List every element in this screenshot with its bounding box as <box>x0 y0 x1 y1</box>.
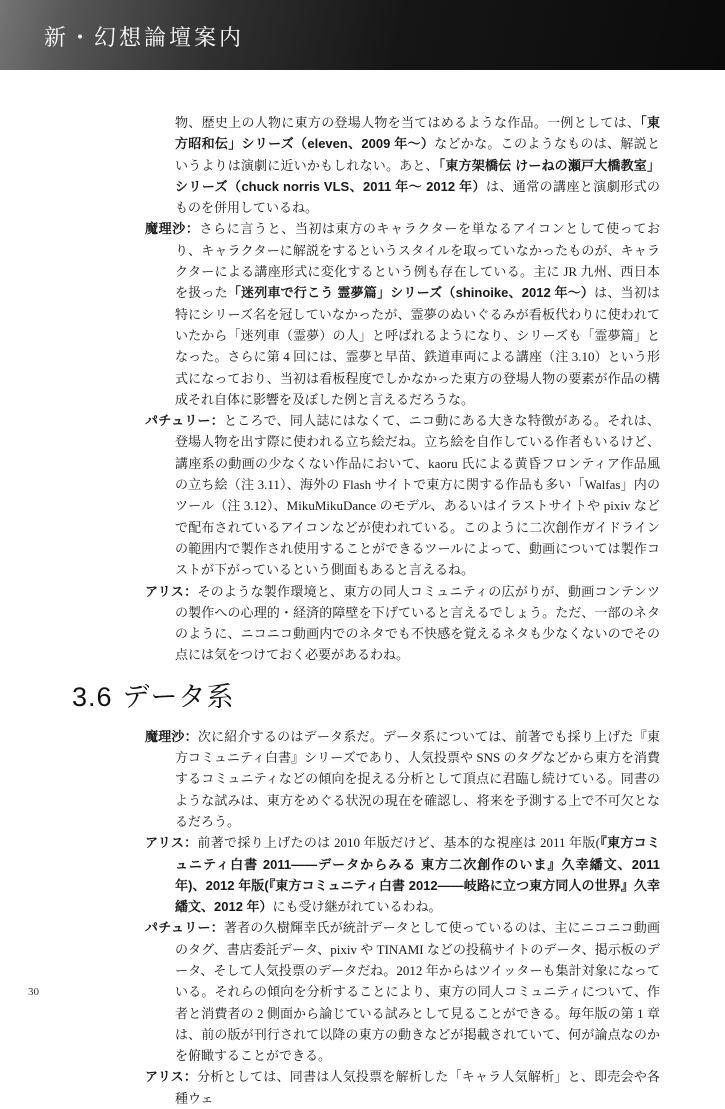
paragraph <box>145 410 660 580</box>
page-body <box>72 112 660 1109</box>
body-text: ところで、同人誌にはなくて、ニコ動にある大きな特徴がある。それは、登場人物を出す際に使われる立ち絵だね。立ち絵を自作している作者もいるけど、講座系の動画の少なくない作品において、kaoru 氏による黄昏フロンティア作品風の立ち絵（注 3.11）、海外の Flash サイトで東方に関する作品も多い「Walfas」内のツール（注 3.12）、MikuMikuDance のモデル、あるいはイラストサイトや pixiv などで配布されているアイコンなどが使われている。このように二次創作ガイドラインの範囲内で製作され使用することができるツールによって、動画については製作コストが下がっているという側面もあると言えるね。 <box>175 413 660 578</box>
body-text: は、通常の講座と演劇形式のものを併用しているね。 <box>175 178 660 216</box>
paragraph <box>145 832 660 917</box>
intro-paragraphs <box>145 112 660 666</box>
body-text: などかな。このようなものは、解説というよりは演劇に近いかもしれない。あと、 <box>175 136 660 173</box>
paragraph <box>145 726 660 832</box>
emphasized-title-text: 「迷列車で行こう 霊夢篇」シリーズ（shinoike、2012 年～） <box>227 285 595 301</box>
emphasized-title-text: 「東方昭和伝」シリーズ（eleven、2009 年～） <box>175 115 660 152</box>
paragraph <box>145 218 660 410</box>
speaker-label: 魔理沙： <box>145 221 200 237</box>
emphasized-title-text: 「東方架橋伝 けーねの瀬戸大橋教室」シリーズ（chuck norris VLS、2011 年～ 2012 年） <box>175 157 660 194</box>
body-text: 前著で採り上げたのは 2010 年版だけど、基本的な視座は 2011 年版( <box>197 835 600 851</box>
paragraph <box>145 581 660 666</box>
body-text: 分析としては、同書は人気投票を解析した「キャラ人気解析」と、即売会や各種ウェ <box>175 1069 660 1106</box>
speaker-label: アリス： <box>145 835 198 851</box>
speaker-label: 魔理沙： <box>145 728 198 744</box>
section-number: 3.6 <box>72 681 113 712</box>
speaker-label: アリス： <box>145 583 198 599</box>
chapter-header-banner <box>0 0 725 70</box>
paragraph <box>145 1066 660 1109</box>
paragraph <box>145 112 660 218</box>
body-text: そのような製作環境と、東方の同人コミュニティの広がりが、動画コンテンツの製作への心理的・経済的障壁を下げていると言えるでしょう。ただ、一部のネタのように、ニコニコ動画内でのネタでも不快感を覚えるネタも少なくないのでその点には気をつけておく必要があるわね。 <box>175 583 660 663</box>
chapter-title: 新・幻想論壇案内 <box>44 24 245 50</box>
speaker-label: パチュリー： <box>145 920 224 936</box>
body-text: にも受け継がれているわね。 <box>272 899 442 915</box>
page-number: 30 <box>28 986 39 998</box>
body-text: 著者の久樹輝幸氏が統計データとして使っているのは、主にニコニコ動画のタグ、書店委託データ、pixiv や TINAMI などの投稿サイトのデータ、掲示板のデータ、そして人気投票のデータだね。2012 年からはツイッターも集計対象になっている。それらの傾向を分析することにより、東方の同人コミュニティについて、作者と消費者の 2 側面から論じている試みとして見ることができる。毎年版の第 1 章は、前の版が刊行されて以降の東方の動きなどが掲載されていて、何が論点なのかを俯瞰することができる。 <box>175 920 660 1064</box>
paragraph <box>145 917 660 1066</box>
body-text: さらに言うと、当初は東方のキャラクターを単なるアイコンとして使っており、キャラクターに解説をするというスタイルを取っていなかったものが、キャラクターによる講座形式に変化するという例も存在している。主に JR 九州、西日本を扱った <box>175 221 660 301</box>
data-paragraphs <box>145 726 660 1109</box>
section-heading <box>72 680 660 714</box>
emphasized-title-text: 『東方コミュニティ白書 2011――データからみる 東方二次創作のいま』久幸繙文、2011 年)、2012 年版(『東方コミュニティ白書 2012――岐路に立つ東方同人の世界』久幸繙文、2012 年） <box>175 835 660 915</box>
speaker-label: アリス： <box>145 1069 198 1085</box>
body-text: 次に紹介するのはデータ系だ。データ系については、前著でも採り上げた『東方コミュニティ白書』シリーズであり、人気投票や SNS のタグなどから東方を消費するコミュニティなどの傾向を捉える分析として頂点に君臨し続けている。同書のような試みは、東方をめぐる状況の現在を確認し、将来を予測する上で不可欠となるだろう。 <box>175 728 660 829</box>
body-text: は、当初は特にシリーズ名を冠していなかったが、霊夢のぬいぐるみが看板代わりに使われていたから「迷列車（霊夢）の人」と呼ばれるようになり、シリーズも「霊夢篇」となった。さらに第 4 回には、霊夢と早苗、鉄道車両による講座（注 3.10）という形式になっており、当初は看板程度でしかなかった東方の登場人物の要素が作品の構成それ自体に影響を及ぼした例と言えるだろうな。 <box>175 285 660 407</box>
section-title: データ系 <box>122 681 235 712</box>
body-text: 物、歴史上の人物に東方の登場人物を当てはめるような作品。一例としては、 <box>175 115 641 130</box>
speaker-label: パチュリー： <box>145 413 225 429</box>
